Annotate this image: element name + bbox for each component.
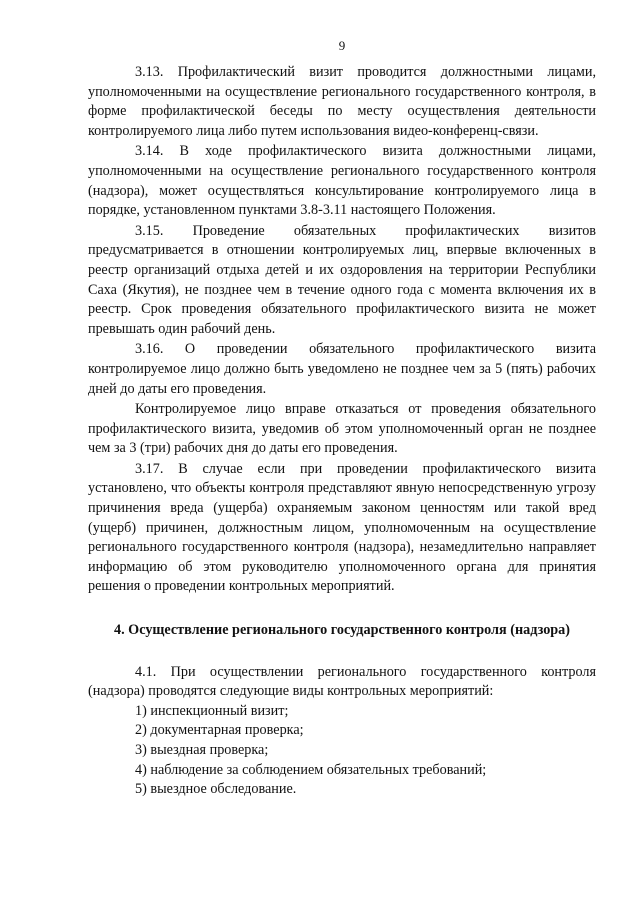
- paragraph-3-13: 3.13. Профилактический визит проводится должностными лицами, уполномоченными на осуществление регионального государственного контроля, в форме профилактической беседы по месту осуществления деятельности контролируемого лица либо путем использования видео-конференц-связи.: [88, 64, 596, 139]
- paragraph-3-14: 3.14. В ходе профилактического визита должностными лицами, уполномоченными на осуществление регионального государственного контроля (надзора), может осуществляться консультирование контролируемого лица в порядке, установленном пунктами 3.8-3.11 настоящего Положения.: [88, 143, 596, 219]
- paragraph-3-16-continued: Контролируемое лицо вправе отказаться от проведения обязательного профилактического визита, уведомив об этом уполномоченный орган не позднее чем за 3 (три) рабочих дня до даты его проведения.: [88, 401, 596, 457]
- section-heading: 4. Осуществление регионального государственного контроля (надзора): [113, 622, 570, 639]
- paragraph-4-1: 4.1. При осуществлении регионального государственного контроля (надзора) проводятся следующие виды контрольных мероприятий:: [88, 663, 596, 700]
- document-body: [88, 63, 596, 800]
- list-item: 1) инспекционный визит;: [135, 702, 289, 719]
- list-item: 5) выездное обследование.: [135, 781, 297, 798]
- paragraph-3-17: 3.17. В случае если при проведении профилактического визита установлено, что объекты контроля представляют явную непосредственную угрозу причинения вреда (ущерба) охраняемым законом ценностям или такой вред (ущерб) причинен, должностным лицом, уполномоченным на осуществление регионального государственного контроля (надзора), незамедлительно направляет информацию об этом руководителю уполномоченного органа для принятия решения о проведении контрольных мероприятий.: [88, 460, 596, 595]
- list-item: 2) документарная проверка;: [135, 722, 304, 739]
- list-item: 4) наблюдение за соблюдением обязательных требований;: [135, 761, 487, 778]
- paragraph-3-16: 3.16. О проведении обязательного профилактического визита контролируемое лицо должно быть уведомлено не позднее чем за 5 (пять) рабочих дней до даты его проведения.: [88, 341, 596, 397]
- list-item: 3) выездная проверка;: [135, 742, 269, 758]
- paragraph-3-15: 3.15. Проведение обязательных профилактических визитов предусматривается в отношении контролируемых лиц, впервые включенных в реестр организаций отдыха детей и их оздоровления на территории Республики Саха (Якутия), не позднее чем в течение одного года с момента включения их в реестр. Срок проведения обязательного профилактического визита не может превышать один рабочий день.: [88, 222, 596, 337]
- page-number: 9: [338, 38, 346, 53]
